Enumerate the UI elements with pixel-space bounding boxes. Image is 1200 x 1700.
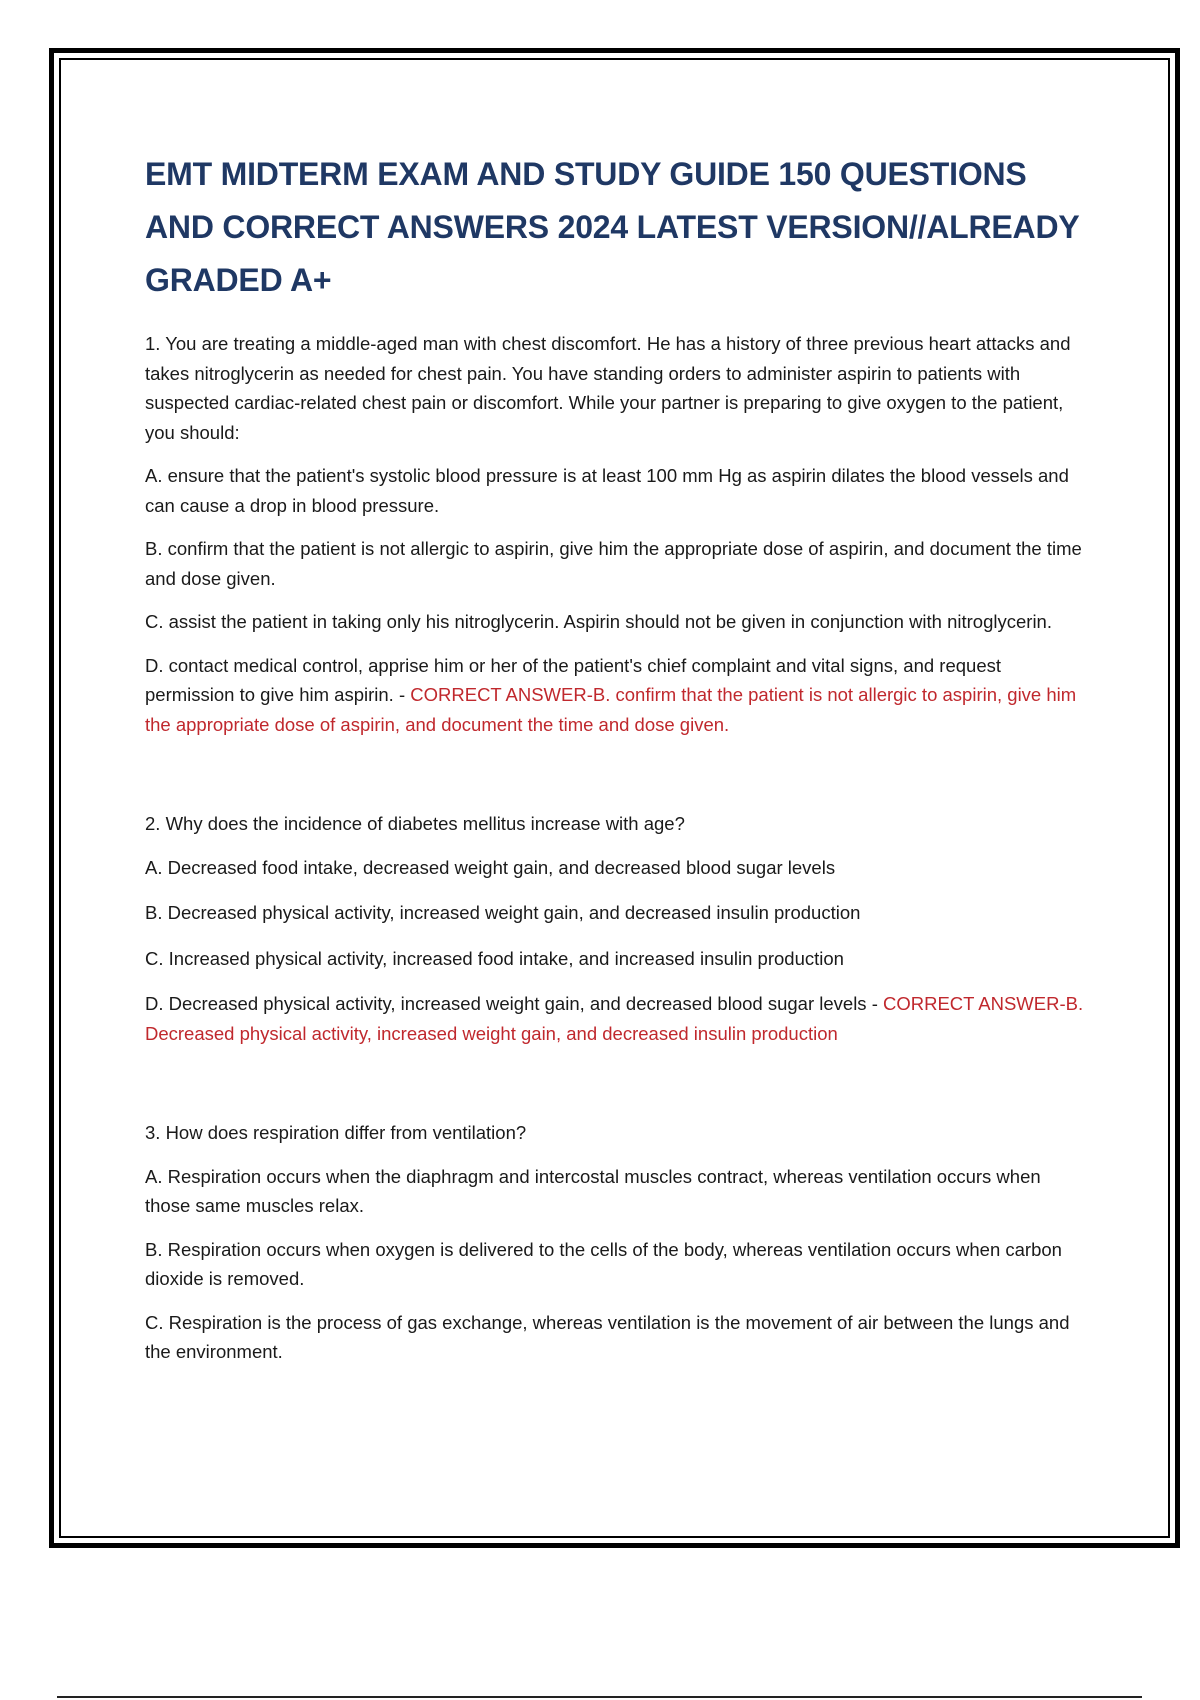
option-c: C. assist the patient in taking only his nitroglycerin. Aspirin should not be given in conjunction with nitroglycerin. (145, 611, 1052, 632)
option-d-text: D. Decreased physical activity, increased weight gain, and decreased blood sugar levels - (145, 993, 883, 1014)
option-b: B. Decreased physical activity, increased weight gain, and decreased insulin production (145, 902, 861, 923)
question-stem: 2. Why does the incidence of diabetes mellitus increase with age? (145, 813, 685, 834)
question-1 (145, 329, 1090, 739)
document-title: EMT MIDTERM EXAM AND STUDY GUIDE 150 QUESTIONS AND CORRECT ANSWERS 2024 LATEST VERSION//ALREADY GRADED A+ (145, 156, 1079, 298)
correct-answer: CORRECT ANSWER-B. confirm that the patient is not allergic to aspirin, give him the appropriate dose of aspirin, and document the time and dose given. (145, 684, 1077, 735)
option-d-text: D. contact medical control, apprise him or her of the patient's chief complaint and vital signs, and request permission to give him aspirin. - (145, 654, 1002, 705)
option-b: B. Respiration occurs when oxygen is delivered to the cells of the body, whereas ventilation occurs when carbon dioxide is removed. (145, 1238, 1062, 1289)
question-2 (145, 809, 1090, 1048)
option-c: C. Increased physical activity, increased food intake, and increased insulin production (145, 947, 844, 969)
option-d (145, 651, 1090, 740)
bottom-rule (57, 1696, 1142, 1698)
question-stem: 1. You are treating a middle-aged man with chest discomfort. He has a history of three previous heart attacks and takes nitroglycerin as needed for chest pain. You have standing orders to administer aspirin to patients with suspected cardiac-related chest pain or discomfort. While your partner is preparing to give oxygen to the patient, you should: (145, 333, 1071, 443)
option-a: A. ensure that the patient's systolic blood pressure is at least 100 mm Hg as aspirin dilates the blood vessels and can cause a drop in blood pressure. (145, 465, 1069, 516)
spacer (145, 1062, 1090, 1118)
option-b: B. confirm that the patient is not allergic to aspirin, give him the appropriate dose of aspirin, and document the time and dose given. (145, 538, 1082, 589)
option-d (145, 989, 1090, 1048)
option-a: A. Decreased food intake, decreased weight gain, and decreased blood sugar levels (145, 856, 836, 878)
correct-answer: CORRECT ANSWER-B. Decreased physical activity, increased weight gain, and decreased insulin production (145, 993, 1084, 1044)
option-a: A. Respiration occurs when the diaphragm and intercostal muscles contract, whereas ventilation occurs when those same muscles relax. (145, 1165, 1041, 1216)
option-c: C. Respiration is the process of gas exchange, whereas ventilation is the movement of air between the lungs and the environment. (145, 1311, 1070, 1362)
spacer (145, 753, 1090, 809)
question-3 (145, 1118, 1090, 1367)
question-stem: 3. How does respiration differ from ventilation? (145, 1122, 527, 1143)
document-body (145, 148, 1090, 1381)
